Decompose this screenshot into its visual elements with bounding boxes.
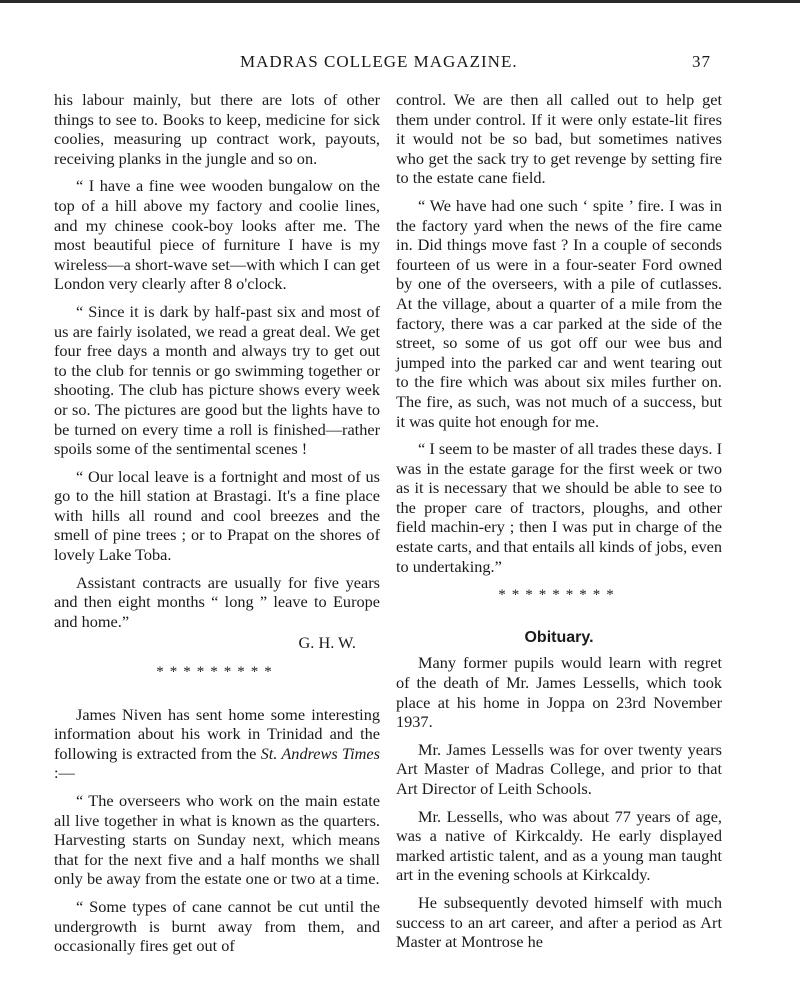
section-heading: Obituary. <box>524 628 594 646</box>
running-header <box>240 52 720 72</box>
left-column <box>54 90 380 964</box>
paragraph-text: James Niven has sent home some interesting information about his work in Trinidad and the following is extracted from the <box>54 704 380 763</box>
section-divider: ********* <box>498 587 620 604</box>
signature: G. H. W. <box>298 633 356 653</box>
paragraph: “ Some types of cane cannot be cut until the undergrowth is burnt away from them, and occasionally fires get out of <box>54 896 380 956</box>
paragraph: control. We are then all called out to help get them under control. If it were only estate-lit fires it would not be so bad, but sometimes natives who get the sack try to get revenge by setting fire to the estate cane field. <box>396 90 722 188</box>
page-number: 37 <box>692 52 711 71</box>
paragraph: Mr. James Lessells was for over twenty years Art Master of Madras College, and prior to that Art Director of Leith Schools. <box>396 739 722 798</box>
paragraph: “ I seem to be master of all trades these days. I was in the estate garage for the first week or two as it is necessary that we should be able to see to the proper care of tractors, ploughs, and other field machin-ery ; then I was put in charge of the estate carts, and that entails all kinds of jobs, even to undertaking.” <box>396 439 722 576</box>
paragraph <box>54 705 380 783</box>
magazine-title: MADRAS COLLEGE MAGAZINE. <box>240 52 518 71</box>
paragraph-text: :— <box>54 763 75 783</box>
paragraph: “ Since it is dark by half-past six and most of us are fairly isolated, we read a great deal. We get four free days a month and always try to get out to the club for tennis or go swimming together or shooting. The club has picture shows every week or so. The pictures are good but the lights have to be turned on every time a roll is finished—rather spoils some of the sentimental scenes ! <box>54 301 380 459</box>
paragraph: Mr. Lessells, who was about 77 years of age, was a native of Kirkcaldy. He early displayed marked artistic talent, and as a young man taught art in the evening schools at Kirkcaldy. <box>396 806 722 885</box>
paragraph: his labour mainly, but there are lots of other things to see to. Books to keep, medicine for sick coolies, measuring up contract work, payouts, receiving planks in the jungle and so on. <box>54 90 380 168</box>
paragraph: He subsequently devoted himself with much success to an art career, and after a period as Art Master at Montrose he <box>396 892 722 952</box>
paragraph: Many former pupils would learn with regret of the death of Mr. James Lessells, which took place at his home in Joppa on 23rd November 1937. <box>396 653 722 732</box>
paragraph: Assistant contracts are usually for five years and then eight months “ long ” leave to Europe and home.” <box>54 572 380 631</box>
paragraph: “ Our local leave is a fortnight and most of us go to the hill station at Brastagi. It's a fine place with hills all round and cool breezes and the smell of pine trees ; or to Prapat on the shores of lovely Lake Toba. <box>54 466 380 565</box>
right-column <box>396 90 722 960</box>
top-rule <box>0 0 800 3</box>
paragraph: “ We have had one such ‘ spite ’ fire. I was in the factory yard when the news of the fire came in. Did things move fast ? In a couple of seconds fourteen of us were in a four-seater Ford owned by one of the overseers, with a pile of cutlasses. At the village, about a quarter of a mile from the factory, there was a car parked at the side of the street, so some of us got off our wee bus and jumped into the parked car and went tearing out to the fire which was about six miles further on. The fire, as such, was not much of a success, but it was quite hot enough for me. <box>396 195 722 431</box>
paragraph: “ I have a fine wee wooden bungalow on the top of a hill above my factory and coolie lines, and my chinese cook-boy looks after me. The most beautiful piece of furniture I have is my wireless—a short-wave set—with which I can get London very clearly after 8 o'clock. <box>54 176 380 294</box>
paragraph: “ The overseers who work on the main estate all live together in what is known as the quarters. Harvesting starts on Sunday next, which means that for the next five and a half months we shall only be away from the estate one or two at a time. <box>54 791 380 889</box>
section-divider: ********* <box>156 664 278 681</box>
newspaper-title: St. Andrews Times <box>260 743 380 763</box>
